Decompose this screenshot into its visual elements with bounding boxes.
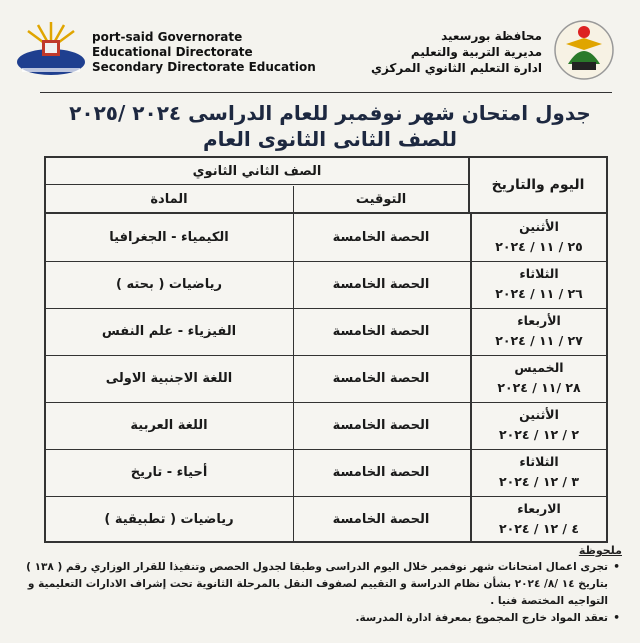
header-day-date: اليوم والتاريخ — [468, 158, 606, 212]
day-name: الخميس — [514, 360, 564, 375]
cell-day-date — [470, 402, 606, 449]
cell-day-date — [470, 496, 606, 543]
exam-date: ٣ / ١٢ / ٢٠٢٤ — [499, 474, 579, 489]
english-line-secondary: Secondary Directorate Education — [92, 60, 316, 74]
english-line-governorate: port-said Governorate — [92, 30, 243, 44]
cell-subject: رياضيات ( بحته ) — [116, 277, 222, 292]
table-row — [46, 261, 606, 309]
cell-subject: الفيزياء - علم النفس — [101, 324, 237, 339]
note-item: • تعقد المواد خارج المجموع بمعرفة ادارة المدرسة. — [14, 610, 622, 627]
arabic-line-governorate: محافظة بورسعيد — [441, 29, 542, 43]
table-header — [46, 158, 606, 214]
cell-subject: أحياء - تاريخ — [130, 465, 208, 480]
cell-time: الحصة الخامسة — [293, 449, 468, 496]
cell-time: الحصة الخامسة — [293, 402, 468, 449]
cell-day-date — [470, 308, 606, 355]
exam-date: ٢٧ / ١١ / ٢٠٢٤ — [495, 333, 583, 348]
day-name: الاربعاء — [517, 501, 561, 516]
header-time: التوقيت — [293, 186, 468, 212]
english-letterhead — [92, 30, 316, 75]
cell-time: الحصة الخامسة — [293, 214, 468, 261]
cell-time: الحصة الخامسة — [293, 261, 468, 308]
cell-day-date — [470, 449, 606, 496]
header-grade: الصف الثاني الثانوي — [46, 158, 468, 185]
notes-section — [14, 542, 622, 627]
table-row — [46, 214, 606, 262]
day-name: الأثنين — [519, 407, 559, 422]
arabic-line-secondary: ادارة التعليم الثانوي المركزي — [370, 61, 542, 75]
directorate-logo-icon — [548, 18, 620, 82]
cell-day-date — [470, 214, 606, 261]
page-title — [40, 100, 620, 152]
title-line-2: للصف الثانى الثانوى العام — [202, 127, 458, 151]
arabic-letterhead — [371, 28, 542, 76]
table-row — [46, 496, 606, 543]
exam-date: ٢٨ /١١ / ٢٠٢٤ — [497, 380, 581, 395]
table-row — [46, 308, 606, 356]
letterhead — [0, 0, 640, 92]
header-rule — [40, 92, 612, 93]
note-item: • تجرى اعمال امتحانات شهر نوفمبر خلال اليوم الدراسى وطبقا لجدول الحصص وتنفيذا للقرار الوزاري رقم ( ١٣٨ ) بتاريخ ١٤ /٨/ ٢٠٢٤ بشأن نظام الدراسة و التقييم لصفوف النقل بالمرحلة الثانوية تحت إشراف الادارات التعليمية و التواجيه المختصة فنيا . — [14, 559, 622, 610]
cell-subject: اللغة العربية — [130, 418, 208, 433]
cell-subject: رياضيات ( تطبيقية ) — [104, 512, 234, 527]
cell-time: الحصة الخامسة — [293, 496, 468, 543]
cell-day-date — [470, 355, 606, 402]
day-name: الأربعاء — [517, 313, 561, 328]
cell-subject: اللغة الاجنبية الاولى — [105, 371, 233, 386]
exam-schedule-table — [44, 156, 608, 543]
table-row — [46, 402, 606, 450]
title-line-1: جدول امتحان شهر نوفمبر للعام الدراسى ٢٠٢٤ /٢٠٢٥ — [69, 101, 591, 125]
cell-time: الحصة الخامسة — [293, 355, 468, 402]
exam-date: ٢٦ / ١١ / ٢٠٢٤ — [495, 286, 583, 301]
cell-day-date — [470, 261, 606, 308]
header-subject: المادة — [150, 191, 188, 207]
table-row — [46, 355, 606, 403]
table-row — [46, 449, 606, 497]
cell-subject: الكيمياء - الجغرافيا — [109, 230, 229, 245]
ministry-logo-icon — [14, 18, 88, 80]
cell-time: الحصة الخامسة — [293, 308, 468, 355]
exam-date: ٢ / ١٢ / ٢٠٢٤ — [499, 427, 579, 442]
english-line-directorate: Educational Directorate — [92, 45, 253, 59]
day-name: الأثنين — [519, 219, 559, 234]
exam-date: ٢٥ / ١١ / ٢٠٢٤ — [495, 239, 583, 254]
day-name: الثلاثاء — [519, 454, 559, 469]
day-name: الثلاثاء — [519, 266, 559, 281]
exam-date: ٤ / ١٢ / ٢٠٢٤ — [499, 521, 579, 536]
notes-title: ملحوظة — [578, 544, 622, 557]
arabic-line-directorate: مديرية التربية والتعليم — [410, 45, 542, 59]
